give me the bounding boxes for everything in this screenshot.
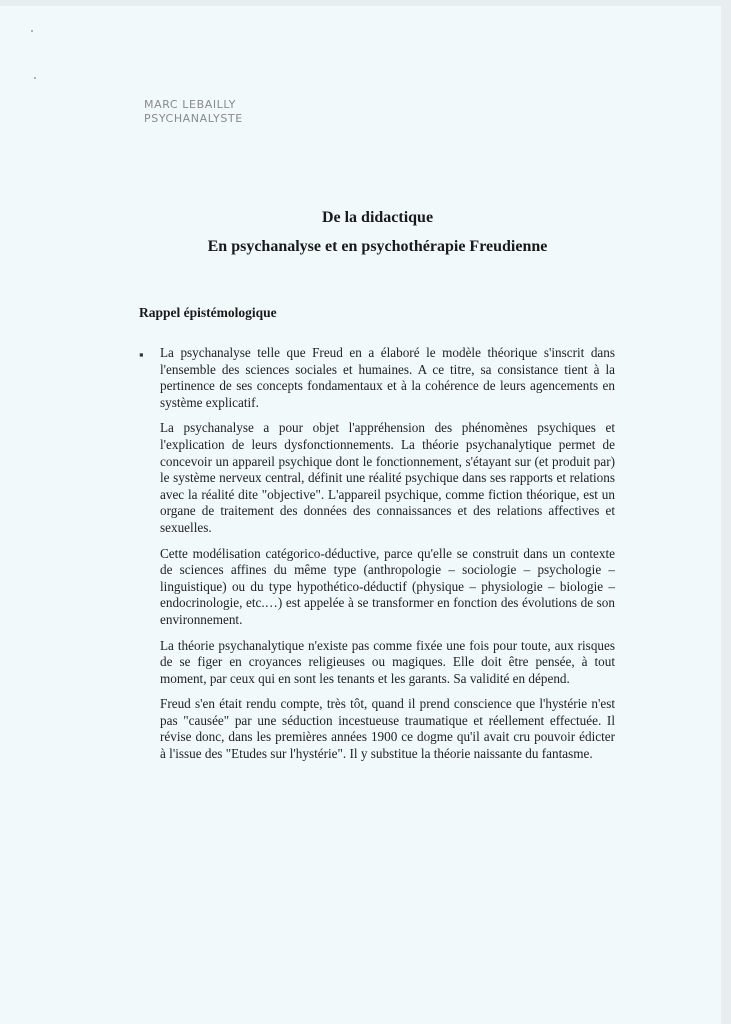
scan-edge-top: [0, 0, 731, 6]
paragraph: Freud s'en était rendu compte, très tôt, quand il prend conscience que l'hystérie n'est pas "causée" par une séduction incestueuse traumatique et réellement effectuée. Il révise donc, dans les premières années 1900 ce dogme qu'il avait cru pouvoir édicter à l'issue des "Etudes sur l'hystérie". Il y substitue la théorie naissante du fantasme.: [160, 696, 615, 762]
scan-edge-right: [721, 0, 731, 1024]
bullet-icon: ▪: [139, 347, 144, 362]
paragraph: La psychanalyse telle que Freud en a élaboré le modèle théorique s'inscrit dans l'ensemble des sciences sociales et humaines. A ce titre, sa consistance tient à la pertinence de ses concepts fondamentaux et à la cohérence de leurs agencements en système explicatif.: [160, 345, 615, 410]
scan-speck: [34, 77, 36, 79]
letterhead: [144, 98, 243, 126]
document-title: [0, 208, 731, 257]
title-line-2: En psychanalyse et en psychothérapie Freudienne: [207, 238, 548, 255]
author-profession: PSYCHANALYSTE: [144, 112, 243, 125]
section-body: [160, 345, 615, 772]
title-line-1: De la didactique: [321, 209, 434, 226]
author-name: MARC LEBAILLY: [144, 98, 236, 111]
section-heading: Rappel épistémologique: [139, 305, 277, 320]
paragraph: La psychanalyse a pour objet l'appréhension des phénomènes psychiques et l'explication de leurs dysfonctionnements. La théorie psychanalytique permet de concevoir un appareil psychique dont le fonctionnement, s'étayant sur (et produit par) le système nerveux central, définit une réalité psychique dans ses rapports et relations avec la réalité dite "objective". L'appareil psychique, comme fiction théorique, est un organe de traitement des données des connaissances et des relations affectives et sexuelles.: [160, 420, 615, 535]
paragraph: La théorie psychanalytique n'existe pas comme fixée une fois pour toute, aux risques de se figer en croyances religieuses ou magiques. Elle doit être pensée, à tout moment, par ceux qui en sont les tenants et les garants. Sa validité en dépend.: [160, 637, 615, 686]
paragraph: Cette modélisation catégorico-déductive, parce qu'elle se construit dans un contexte de sciences affines du même type (anthropologie – sociologie – psychologie – linguistique) ou du type hypothético-déductif (physique – physiologie – biologie – endocrinologie, etc.…) est appelée à se transformer en fonction des évolutions de son environnement.: [160, 545, 615, 627]
scan-speck: [31, 30, 33, 32]
